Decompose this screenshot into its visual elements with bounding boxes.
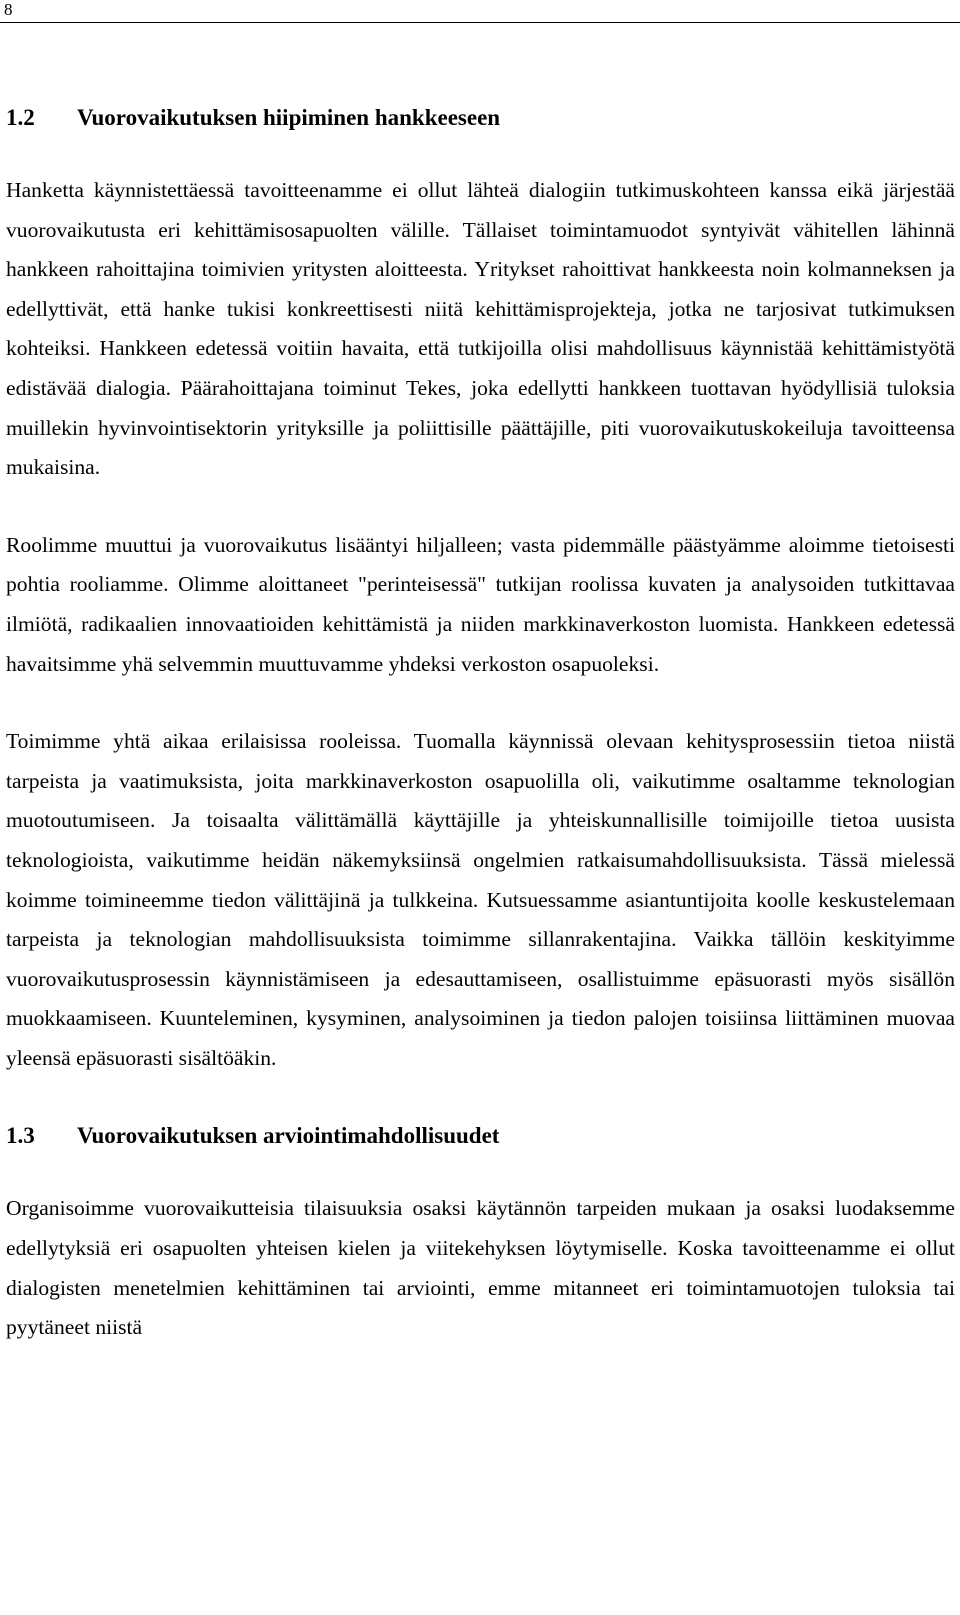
header-rule xyxy=(0,22,960,23)
paragraph: Organisoimme vuorovaikutteisia tilaisuuksia osaksi käytännön tarpeiden mukaan ja osaksi luodaksemme edellytyksiä eri osapuolten yhteisen kielen ja viitekehyksen löytymiselle. Koska tavoitteenamme ei ollut dialogisten menetelmien kehittäminen tai arviointi, emme mitanneet eri toimintamuotojen tuloksia tai pyytäneet niistä xyxy=(6,1196,955,1340)
paragraph: Toimimme yhtä aikaa erilaisissa rooleissa. Tuomalla käynnissä olevaan kehitysprosessiin tietoa niistä tarpeista ja vaatimuksista, joita markkinaverkoston osapuolilla oli, vaikutimme osaltamme teknologian muotoutumiseen. Ja toisaalta välittämällä käyttäjille ja yhteiskunnallisille toimijoille tietoa uusista teknologioista, vaikutimme heidän näkemyksiinsä ongelmien ratkaisumahdollisuuksista. Tässä mielessä koimme toimineemme tiedon välittäjinä ja tulkkeina. Kutsuessamme asiantuntijoita koolle keskustelemaan tarpeista ja teknologian mahdollisuuksista toimimme sillanrakentajina. Vaikka tällöin keskityimme vuorovaikutusprosessin käynnistämiseen ja edesauttamiseen, osallistuimme epäsuorasti myös sisällön muokkaamiseen. Kuunteleminen, kysyminen, analysoiminen ja tiedon palojen toisiinsa liittäminen muovaa yleensä epäsuorasti sisältöäkin. xyxy=(6,729,955,1070)
section-title: Vuorovaikutuksen hiipiminen hankkeeseen xyxy=(77,105,501,130)
section-title: Vuorovaikutuksen arviointimahdollisuudet xyxy=(77,1123,500,1149)
paragraph: Roolimme muuttui ja vuorovaikutus lisääntyi hiljalleen; vasta pidemmälle päästyämme aloimme tietoisesti pohtia rooliamme. Olimme aloittaneet "perinteisessä" tutkijan roolissa kuvaten ja analysoiden tutkittavaa ilmiötä, radikaalien innovaatioiden kehittämistä ja niiden markkinaverkoston luomista. Hankkeen edetessä havaitsimme yhä selvemmin muuttuvamme yhdeksi verkoston osapuoleksi. xyxy=(6,532,955,676)
section-heading-1-2 xyxy=(6,98,955,138)
section-heading-1-3 xyxy=(6,1116,955,1156)
section-number: 1.3 xyxy=(6,1123,35,1149)
page-number: 8 xyxy=(4,0,13,19)
paragraph: Hanketta käynnistettäessä tavoitteenamme ei ollut lähteä dialogiin tutkimuskohteen kanssa eikä järjestää vuorovaikutusta eri kehittämisosapuolten välille. Tällaiset toimintamuodot syntyivät vähitellen lähinnä hankkeen rahoittajina toimivien yritysten aloitteesta. Yritykset rahoittivat hankkeesta noin kolmanneksen ja edellyttivät, että hanke tukisi konkreettisesti niitä kehittämisprojekteja, jotka ne tarjosivat tutkimuksen kohteiksi. Hankkeen edetessä voitiin havaita, että tutkijoilla olisi mahdollisuus käynnistää kehittämistyötä edistävää dialogia. Päärahoittajana toiminut Tekes, joka edellytti hankkeen tuottavan hyödyllisiä tuloksia muillekin hyvinvointisektorin yrityksille ja poliittisille päättäjille, piti vuorovaikutuskokeiluja tavoitteensa mukaisina. xyxy=(6,178,955,480)
document-body xyxy=(6,98,955,1348)
section-number: 1.2 xyxy=(6,105,35,130)
